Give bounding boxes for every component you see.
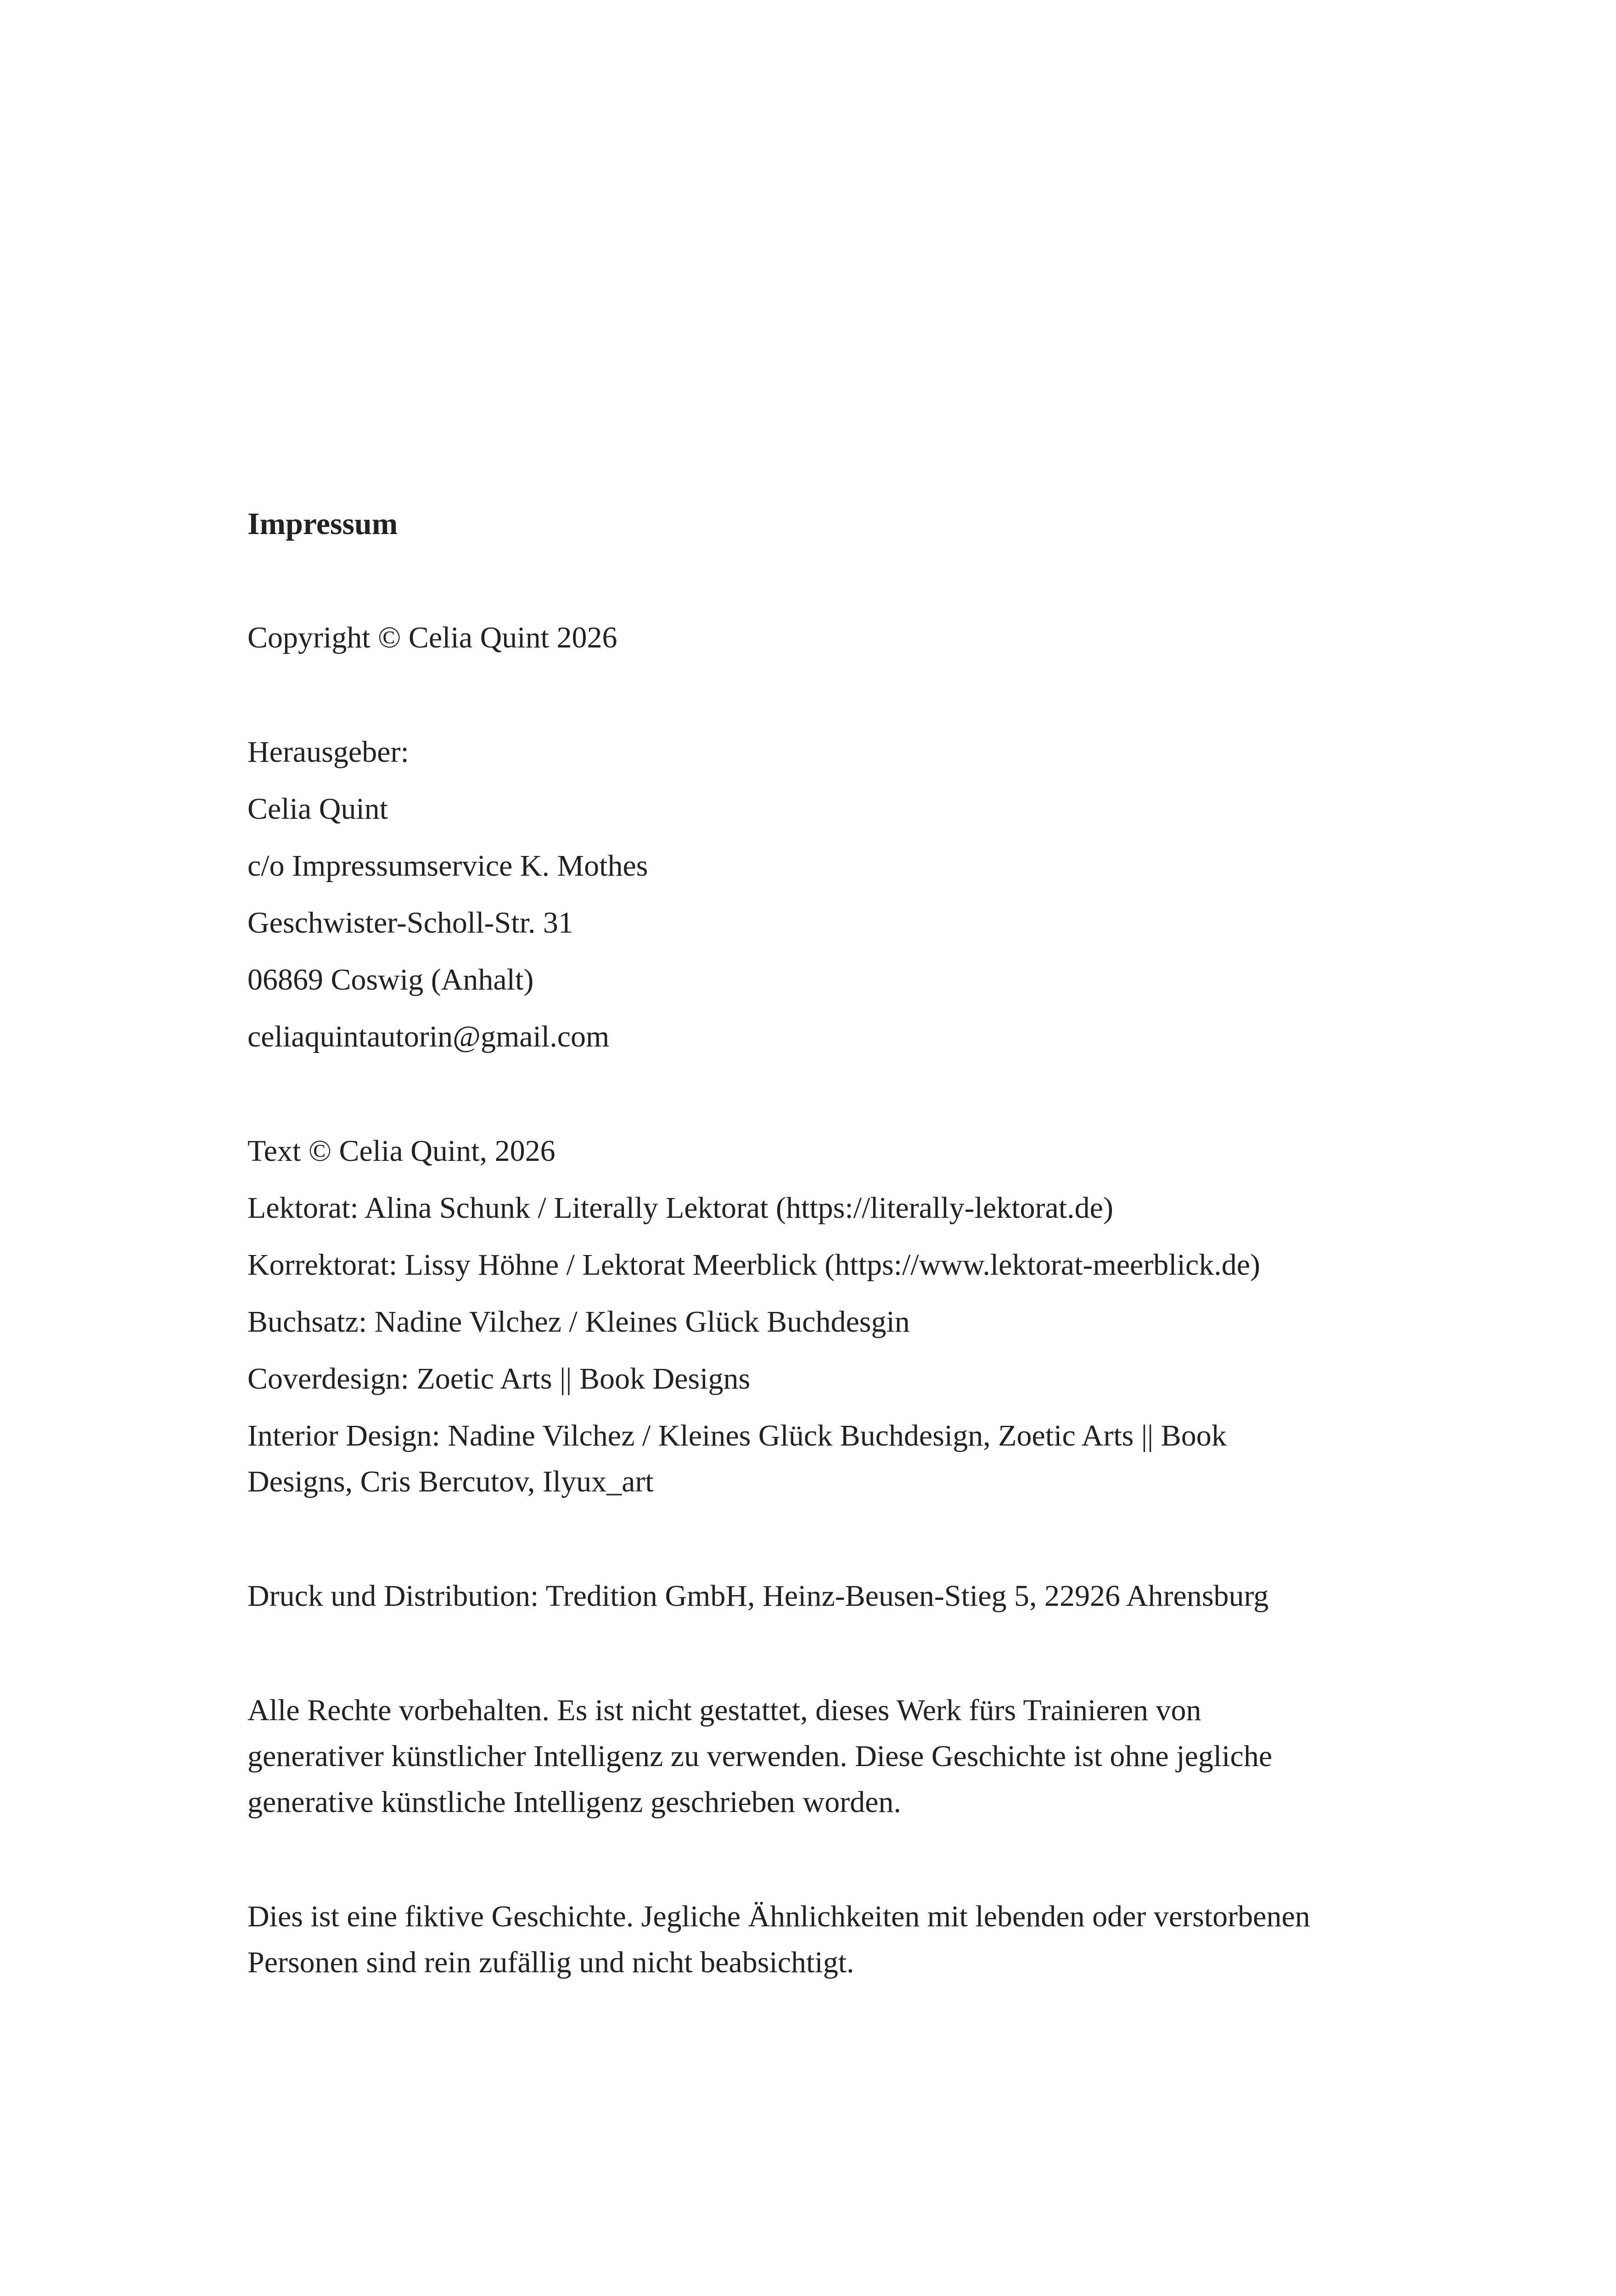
publisher-email: celiaquintautorin@gmail.com — [247, 1020, 610, 1053]
copyright-block — [247, 615, 1317, 661]
publisher-care-of: c/o Impressumservice K. Mothes — [247, 849, 648, 883]
publisher-block — [247, 729, 1317, 1060]
credit-text: Text © Celia Quint, 2026 — [247, 1134, 556, 1168]
credit-cover: Coverdesign: Zoetic Arts || Book Designs — [247, 1362, 751, 1396]
publisher-label: Herausgeber: — [247, 735, 409, 769]
distribution-block — [247, 1573, 1317, 1619]
page-title: Impressum — [247, 506, 398, 541]
distribution-text: Druck und Distribution: Tredition GmbH, Heinz-Beusen-Stieg 5, 22926 Ahrensburg — [247, 1579, 1269, 1613]
credit-interior: Interior Design: Nadine Vilchez / Kleines Glück Buchdesign, Zoetic Arts || Book Designs, Cris Bercutov, Ilyux_art — [247, 1419, 1227, 1498]
fiction-notice-text: Dies ist eine fiktive Geschichte. Jegliche Ähnlichkeiten mit lebenden oder verstorbenen Personen sind rein zufällig und nicht beabsichtigt. — [247, 1900, 1310, 1979]
credit-typesetting: Buchsatz: Nadine Vilchez / Kleines Glück Buchdesgin — [247, 1305, 910, 1339]
imprint-page — [247, 501, 1317, 2054]
credit-proofreading: Korrektorat: Lissy Höhne / Lektorat Meerblick (https://www.lektorat-meerblick.de) — [247, 1248, 1261, 1282]
publisher-city: 06869 Coswig (Anhalt) — [247, 963, 534, 996]
credits-block — [247, 1128, 1317, 1505]
publisher-name: Celia Quint — [247, 792, 388, 826]
fiction-notice-block — [247, 1894, 1317, 1986]
rights-text: Alle Rechte vorbehalten. Es ist nicht gestattet, dieses Werk fürs Trainieren von generativer künstlicher Intelligenz zu verwenden. Diese Geschichte ist ohne jegliche generative künstliche Intelligenz geschrieben worden. — [247, 1694, 1273, 1819]
credit-editing: Lektorat: Alina Schunk / Literally Lektorat (https://literally-lektorat.de) — [247, 1191, 1113, 1225]
copyright-line: Copyright © Celia Quint 2026 — [247, 621, 617, 654]
publisher-street: Geschwister-Scholl-Str. 31 — [247, 906, 573, 940]
rights-block — [247, 1688, 1317, 1825]
